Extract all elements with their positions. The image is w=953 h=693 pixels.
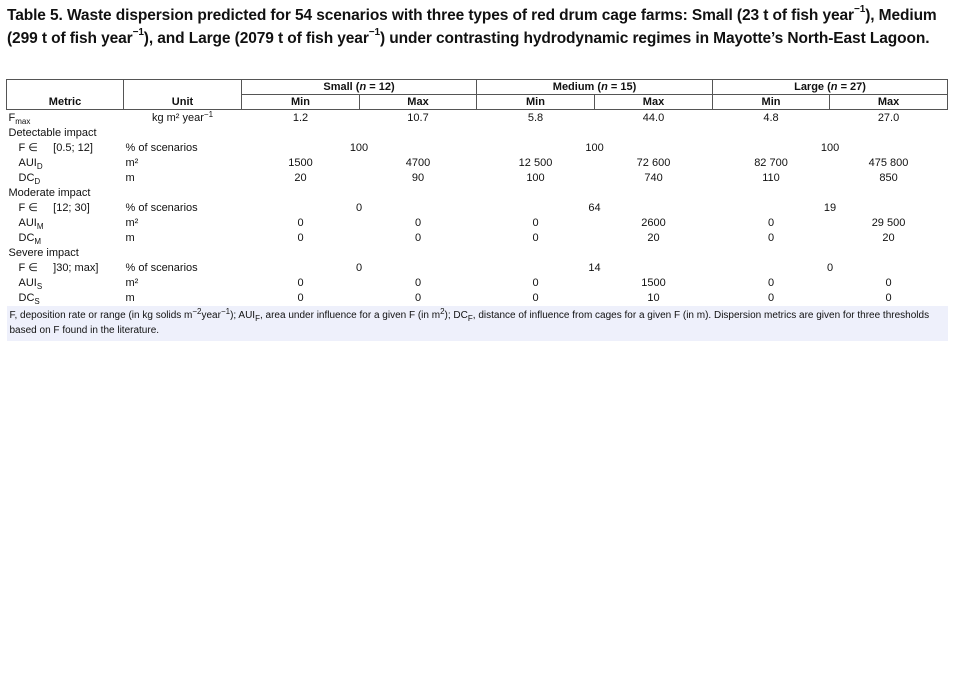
metric-text: AUI	[18, 277, 37, 289]
value-cell: 0	[532, 292, 539, 304]
section-title-row	[7, 246, 948, 261]
value-cell: 0	[355, 262, 363, 274]
unit-cell: % of scenarios	[125, 202, 198, 214]
metric-subscript: D	[34, 177, 41, 186]
table-footnote-row	[7, 306, 948, 341]
value-cell: 10.7	[407, 112, 429, 124]
header-group-small	[242, 80, 477, 95]
header-row-columns	[7, 95, 948, 110]
data-table	[6, 79, 948, 341]
footnote-text: ); AUI	[230, 310, 256, 321]
header-max: Max	[595, 95, 713, 110]
metric-subscript: D	[36, 162, 43, 171]
caption-text: ), and Large (2079 t of fish year	[143, 29, 369, 47]
header-min: Min	[242, 95, 360, 110]
value-cell: 0	[414, 277, 422, 289]
value-cell: 4700	[405, 157, 431, 169]
footnote-text: F, deposition rate or range (in kg solids m	[9, 310, 193, 321]
section-title: Severe impact	[8, 247, 79, 259]
unit-cell	[124, 110, 242, 127]
unit-cell: m	[125, 292, 135, 304]
value-cell: 72 600	[636, 157, 671, 169]
metric-cell	[7, 110, 124, 127]
header-group-text: Medium (	[552, 81, 602, 93]
caption-text: Table 5. Waste dispersion predicted for 54 scenarios with three types of red drum cage farms: Small (23 t of fish year	[7, 7, 854, 24]
header-max: Max	[360, 95, 477, 110]
metric-cell	[7, 156, 124, 171]
value-cell: 27.0	[877, 112, 900, 124]
metric-text: DC	[18, 232, 35, 244]
unit-cell: % of scenarios	[125, 142, 198, 154]
value-cell: 100	[526, 172, 545, 184]
value-cell: 0	[885, 277, 892, 289]
value-cell: 740	[644, 172, 663, 184]
value-cell: 110	[762, 172, 780, 184]
table-row-fmax	[7, 110, 948, 127]
metric-cell	[7, 171, 124, 186]
header-max: Max	[830, 95, 948, 110]
metric-range: [0.5; 12]	[53, 142, 93, 154]
value-cell: 20	[882, 232, 895, 244]
header-group-text: = 12)	[366, 81, 395, 93]
table-row-dc	[7, 171, 948, 186]
metric-cell	[7, 261, 124, 276]
header-row-groups	[7, 80, 948, 95]
section-title-row	[7, 186, 948, 201]
table-caption	[7, 5, 947, 50]
header-group-n: n	[601, 81, 608, 93]
header-metric: Metric	[7, 95, 124, 110]
header-group-text: Small (	[323, 81, 360, 93]
metric-cell	[7, 216, 124, 231]
value-cell: 0	[414, 232, 422, 244]
section-title-row	[7, 126, 948, 141]
metric-cell	[7, 276, 124, 291]
metric-subscript: S	[34, 297, 40, 306]
metric-text: F ∈	[18, 262, 38, 274]
footnote-subscript: F	[467, 314, 473, 323]
caption-superscript: −1	[368, 26, 380, 38]
caption-text: ), Medium (299 t of fish year	[7, 7, 937, 47]
table-row-aui	[7, 216, 948, 231]
header-blank	[7, 80, 124, 95]
value-cell: 44.0	[642, 112, 665, 124]
value-cell: 5.8	[527, 112, 544, 124]
value-cell: 20	[294, 172, 307, 184]
metric-cell	[7, 291, 124, 306]
metric-range: ]30; max]	[53, 262, 99, 274]
footnote-text: ); DC	[444, 310, 468, 321]
value-cell: 19	[823, 202, 837, 214]
value-cell: 0	[297, 292, 304, 304]
section-title: Moderate impact	[8, 187, 91, 199]
section-title: Detectable impact	[8, 127, 97, 139]
unit-cell: m	[125, 232, 135, 244]
table-row-aui	[7, 276, 948, 291]
value-cell: 1.2	[292, 112, 309, 124]
metric-text: F	[8, 112, 16, 124]
header-group-text: = 15)	[607, 81, 637, 93]
unit-cell: m²	[125, 217, 139, 229]
metric-text: AUI	[18, 217, 37, 229]
header-group-text: = 27)	[837, 81, 866, 93]
metric-cell	[7, 201, 124, 216]
value-cell: 4.8	[763, 112, 779, 124]
table-footnote	[7, 306, 948, 341]
unit-text: kg m² year	[151, 112, 204, 124]
header-unit: Unit	[124, 95, 242, 110]
value-cell: 0	[826, 262, 834, 274]
value-cell: 0	[767, 217, 775, 229]
table-row-dc	[7, 291, 948, 306]
value-cell: 64	[588, 202, 601, 214]
value-cell: 0	[297, 277, 304, 289]
metric-text: F ∈	[18, 202, 38, 214]
metric-cell	[7, 141, 124, 156]
metric-range: [12; 30]	[53, 202, 90, 214]
value-cell: 1500	[288, 157, 313, 169]
value-cell: 0	[297, 217, 304, 229]
header-min: Min	[477, 95, 595, 110]
unit-cell: % of scenarios	[125, 262, 198, 274]
caption-superscript: −1	[132, 26, 144, 38]
value-cell: 850	[879, 172, 898, 184]
value-cell: 0	[297, 232, 304, 244]
metric-cell	[7, 231, 124, 246]
table-row-f-range	[7, 261, 948, 276]
value-cell: 82 700	[754, 157, 788, 169]
value-cell: 475 800	[868, 157, 909, 169]
value-cell: 0	[532, 277, 539, 289]
caption-text: ) under contrasting hydrodynamic regimes in Mayotte’s North-East Lagoon.	[379, 29, 930, 47]
metric-subscript: S	[36, 282, 43, 291]
value-cell: 0	[885, 292, 892, 304]
value-cell: 0	[414, 217, 422, 229]
value-cell: 0	[767, 232, 775, 244]
value-cell: 0	[355, 202, 363, 214]
value-cell: 100	[349, 142, 369, 154]
value-cell: 0	[767, 292, 775, 304]
footnote-text: year	[201, 310, 221, 321]
value-cell: 100	[585, 142, 604, 154]
header-min: Min	[713, 95, 830, 110]
table-row-aui	[7, 156, 948, 171]
footnote-text: , area under influence for a given F (in m	[259, 310, 441, 321]
value-cell: 10	[647, 292, 660, 304]
value-cell: 100	[820, 142, 840, 154]
footnote-subscript: F	[255, 314, 260, 323]
unit-cell: m²	[125, 277, 139, 289]
value-cell: 20	[647, 232, 660, 244]
value-cell: 12 500	[518, 157, 553, 169]
value-cell: 90	[411, 172, 425, 184]
value-cell: 0	[414, 292, 422, 304]
unit-cell: m	[125, 172, 135, 184]
value-cell: 0	[532, 232, 539, 244]
value-cell: 0	[767, 277, 775, 289]
header-group-medium	[477, 80, 713, 95]
unit-cell: m²	[125, 157, 139, 169]
metric-text: AUI	[18, 157, 37, 169]
value-cell: 1500	[641, 277, 666, 289]
table-row-f-range	[7, 201, 948, 216]
footnote-superscript: −2	[192, 307, 202, 316]
metric-text: F ∈	[18, 142, 38, 154]
metric-text: DC	[18, 292, 35, 304]
metric-subscript: max	[15, 117, 31, 126]
table-row-dc	[7, 231, 948, 246]
header-blank	[124, 80, 242, 95]
header-group-large	[713, 80, 948, 95]
metric-subscript: M	[36, 222, 44, 231]
metric-text: DC	[18, 172, 35, 184]
table-row-f-range	[7, 141, 948, 156]
metric-subscript: M	[34, 237, 42, 246]
header-group-n: n	[830, 81, 838, 93]
footnote-superscript: −1	[220, 307, 231, 316]
footnote-superscript: 2	[440, 307, 445, 316]
value-cell: 2600	[641, 217, 666, 229]
header-group-text: Large (	[794, 81, 831, 93]
caption-superscript: −1	[853, 4, 866, 15]
value-cell: 0	[532, 217, 539, 229]
value-cell: 14	[588, 262, 601, 274]
header-group-n: n	[359, 81, 367, 93]
unit-superscript: −1	[203, 110, 214, 119]
footnote-text: , distance of influence from cages for a given F (in m). Dispersion metrics are given for three thresholds based on F found in the literature.	[9, 310, 930, 336]
value-cell: 29 500	[871, 217, 906, 229]
